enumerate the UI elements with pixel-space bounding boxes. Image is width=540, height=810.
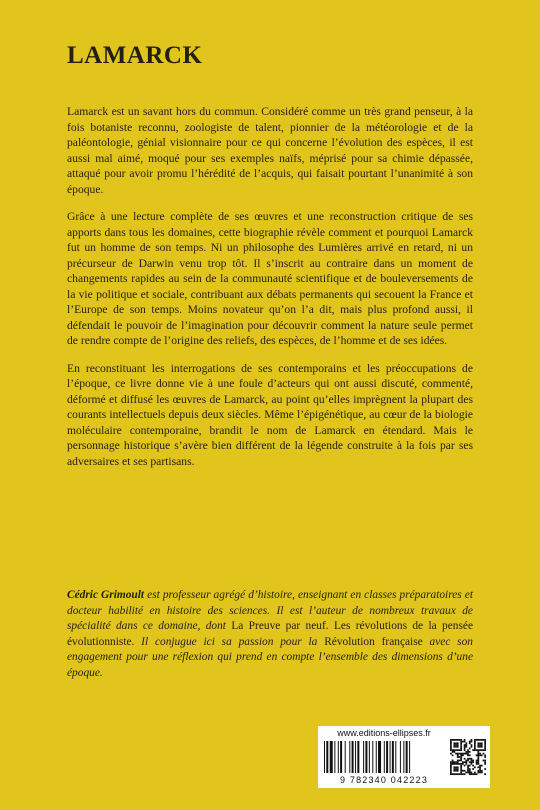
author-bio-part-3: avec son engagement pour une réflexion qui prend en compte l’ensemble des dimensions d’une époque. xyxy=(67,635,473,679)
author-name: Cédric Grimoult xyxy=(67,589,145,601)
author-bio xyxy=(67,588,473,681)
isbn-number: 9 782340 042223 xyxy=(339,775,429,785)
summary-paragraph-3: En reconstituant les interrogations de ses contemporains et les préoccupations de l’époque, ce livre donne vie à une foule d’acteurs qui ont aussi discuté, commenté, déformé et diffusé les œuvres de Lamarck, au point qu’elles imprègnent la plupart des courants intellectuels depuis deux siècles. Même l’épigénétique, au cœur de la biologie moléculaire contemporaine, brandit le nom de Lamarck en étendard. Mais le personnage historique s’avère bien différent de la légende construite à la fois par ses adversaires et ses partisans. xyxy=(67,361,473,468)
publisher-url: www.editions-ellipses.fr xyxy=(337,728,431,738)
author-bio-part-2: Il conjugue ici sa passion pour la xyxy=(134,635,325,648)
qr-code-icon xyxy=(450,729,486,785)
author-book-title: La Preuve par neuf. Les révolutions de la pensée évolutionniste. xyxy=(67,620,474,648)
barcode xyxy=(324,741,444,773)
barcode-panel xyxy=(318,726,490,788)
summary-paragraph-2: Grâce à une lecture complète de ses œuvres et une reconstruction critique de ses apports dans tous les domaines, cette biographie révèle comment et pourquoi Lamarck fut un homme de son temps. Ni un philosophe des Lumières arrivé en retard, ni un précurseur de Darwin venu trop tôt. Il s’inscrit au contraire dans un moment de changements rapides au sein de la communauté scientifique et de bouleversements de la vie politique et sociale, contribuant aux débats permanents qui secouent la France et l’Europe de son temps. Moins novateur qu’on l’a dit, mais plus profond aussi, il défendait le pouvoir de l’imagination pour découvrir comment la nature seule permet de rendre compte de l’origine des reliefs, des espèces, de l’homme et de ses idées. xyxy=(67,210,473,347)
author-bio-revolution: Révolution française xyxy=(324,635,423,648)
summary-paragraph-1: Lamarck est un savant hors du commun. Considéré comme un très grand penseur, à la fois botaniste reconnu, zoologiste de talent, pionnier de la météorologie et de la paléontologie, génial visionnaire pour ce qui concerne l’évolution des espèces, il est aussi mal aimé, moqué pour ses exemples naïfs, méprisé pour sa chimie dépassée, attaqué pour avoir promu l’hérédité de l’acquis, qui faisait pourtant l’unanimité à son époque. xyxy=(67,105,473,196)
back-cover-summary xyxy=(67,104,473,481)
author-bio-part-1: est professeur agrégé d’histoire, enseignant en classes préparatoires et docteur habilité en histoire des sciences. Il est l’auteur de nombreux travaux de spécialité dans ce domaine, dont xyxy=(67,589,473,632)
book-title: LAMARCK xyxy=(67,42,203,69)
